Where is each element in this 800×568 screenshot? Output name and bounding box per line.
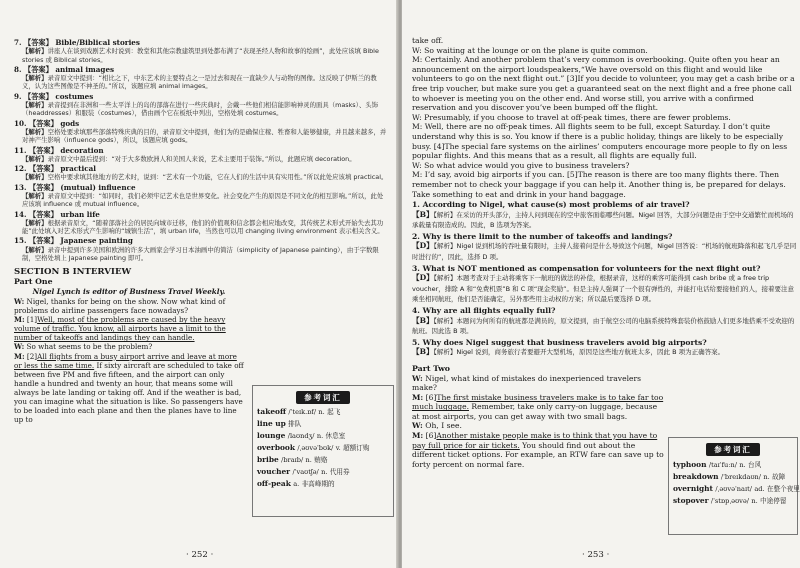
question-text: 5. Why does Nigel suggest that business travelers avoid big airports? [412, 337, 707, 347]
explanation-text: 【解析】Nigel 说到，商务旅行者要避开大型机场，原因是这些地方航班太多，因此 B 项为正确答案。 [433, 348, 725, 357]
vocab-pos: n. [316, 432, 324, 440]
explanation [22, 246, 388, 263]
dialogue-line [412, 431, 664, 469]
vocab-item [257, 406, 393, 418]
answer-text: urban life [60, 209, 100, 219]
speaker-label: M: [412, 55, 423, 65]
answer-line [14, 236, 388, 245]
explanation-tag: 【解析】 [22, 245, 48, 254]
question-text: 2. Why is there limit to the number of takeoffs and landings? [412, 231, 673, 241]
answer-block [412, 273, 798, 305]
dialogue-line [14, 315, 246, 342]
vocab-title: 参考词汇 [706, 443, 760, 456]
vocab-pos: n. [318, 408, 325, 416]
speaker-label: W: [14, 296, 25, 306]
speaker-label: W: [412, 45, 422, 55]
question-number: 15. [14, 236, 27, 246]
explanation-text: 空格中要求填其他地方的艺术时，说到：“艺术有一个功能，它在人们的生活中具有实用性。”所以此处应该填 practical。 [47, 173, 388, 182]
answer-marker: [6] [425, 431, 437, 441]
answer-tag: 【D】 [412, 273, 434, 283]
section-title: SECTION B INTERVIEW [14, 267, 132, 278]
answer-entry [14, 92, 388, 118]
speaker-label: M: [412, 392, 424, 402]
answer-text: gods [60, 118, 80, 128]
dialogue-line [412, 170, 798, 199]
dialogue-line [412, 113, 798, 123]
vocab-meaning: 台风 [748, 461, 762, 469]
explanation-tag: 【解析】 [22, 191, 48, 200]
answer-line [14, 92, 388, 101]
answer-line [14, 210, 388, 219]
vocab-phonetic: /laʊndʒ/ [287, 432, 315, 440]
answer-tag: 【B】 [412, 209, 434, 219]
part-two-dialogue [412, 374, 664, 470]
vocab-word: takeoff [257, 407, 287, 416]
dialogue-line [412, 55, 798, 113]
explanation-text: 【解析】Nigel 说到机场的吞吐量有限时，主持人接着问是什么导致这个问题，Nigel 回答说：“机场的航班降落和起飞几乎是同时进行的”，因此，选择 D 项。 [412, 242, 797, 262]
dialogue-line [412, 36, 798, 46]
question-text: 3. What is NOT mentioned as compensation for volunteers for the next flight out? [412, 263, 761, 273]
dialogue-text: Presumably, if you choose to travel at off-peak times, there are fewer problems. [424, 112, 731, 122]
question-number: 10. [14, 118, 27, 128]
answer-tag: 【答案】 [29, 182, 58, 192]
answer-line [14, 38, 388, 47]
explanation-text: 录音原文中最后提到：“对于大多数欧洲人和美国人来说，艺术主要用于装饰。”所以，此题应填 decoration。 [47, 154, 356, 163]
vocab-item [673, 495, 797, 507]
dialogue-text: take off. [412, 36, 444, 45]
key-sentence: The first mistake business travelers make is to take far too much luggage. [412, 392, 664, 412]
part-title: Part One [14, 277, 53, 287]
dialogue-line [412, 46, 798, 56]
dialogue-line [14, 297, 246, 315]
answer-marker: [1] [26, 315, 38, 325]
explanation-tag: 【解析】 [22, 47, 48, 56]
explanation-text: 【解析】本题考查对于主动将乘客下一航班的做法的补偿，根据录音，这样的乘客可能得到 cash bribe 或 a free trip voucher，排除 A 和“免费机票”B 和 C 项“现金奖励”。但是主持人强调了一个很有弹性的，并能打电话给要接他们的人，接着要注意乘坐相同航班，他们是否能确定，另外那些用主动权的方案；所以最后要选择 D 项。 [412, 274, 795, 304]
vocab-item [257, 466, 393, 478]
left-page-content [14, 38, 388, 424]
dialogue-text: You should find out about the different ticket options. For example, an RTW fare can save up to forty percent on normal fare. [412, 440, 664, 469]
answer-tag: 【答案】 [29, 236, 58, 246]
vocab-box-left [252, 385, 394, 517]
answer-tag: 【答案】 [24, 91, 53, 101]
explanation [22, 192, 388, 209]
speaker-label: M: [14, 351, 25, 361]
answer-line [14, 164, 388, 173]
question-text: 1. According to Nigel, what cause(s) most problems of air travel? [412, 200, 690, 210]
key-sentence: Well, most of the problems are caused by the heavy volume of traffic. You know, all airports have a limit to the number of takeoffs and landings they can handle. [14, 315, 226, 343]
explanation [22, 219, 388, 236]
vocab-pos: n. [305, 456, 312, 464]
vocab-phonetic: /ˈteɪk.ɒf/ [288, 408, 317, 416]
answer-tag: 【答案】 [29, 118, 58, 128]
answer-tag: 【答案】 [24, 64, 53, 74]
speaker-label: W: [412, 421, 423, 431]
vocab-pos: v. [335, 444, 341, 452]
vocab-item [257, 442, 393, 454]
vocab-item [257, 418, 393, 430]
explanation-text: 讲座人在谈到戏剧艺术时说到：教堂和其他宗教建筑里到处都布满了“表现圣经人物和故事的绘画”，此处应该填 Bible stories 或 Biblical stories。 [22, 47, 379, 64]
explanation-text: 录音原文中提到：“相比之下，中东艺术的主要特点之一是过去和现在一直缺少人与动物的图像。这反映了伊斯兰的教义，认为这些图像是不神圣的。”所以，该题应填 animal images。 [22, 74, 377, 91]
vocab-meaning: 中途停留 [760, 497, 787, 505]
vocab-meaning: 非高峰期的 [301, 480, 335, 488]
vocab-word: overnight [673, 484, 713, 493]
key-sentence: Another mistake people make is to think that you have to pay full price for air tickets. [412, 431, 658, 450]
right-page-content [412, 36, 798, 469]
dialogue-line [14, 352, 246, 425]
vocab-pos: ad. [754, 485, 765, 493]
dialogue-text: So what seems to be the problem? [26, 342, 153, 352]
key-sentence: All flights from a busy airport arrive and leave at more or less the same time. [14, 351, 237, 370]
vocab-pos: n. [763, 473, 770, 481]
answer-line [14, 183, 388, 192]
answer-tag: 【B】 [412, 315, 434, 325]
explanation [22, 155, 388, 163]
explanation-text: 录音中提到许多美国和欧洲的许多大画家会学习日本油画中的简洁（simplicity of Japanese painting），由于字数限制，空格处填上 Japanese painting 即可。 [22, 245, 379, 262]
vocab-meaning: 排队 [288, 420, 302, 428]
speaker-label: M: [14, 315, 25, 325]
speaker-label: M: [412, 431, 424, 441]
answer-text: Bible/Biblical stories [55, 38, 140, 47]
explanation-tag: 【解析】 [22, 74, 48, 82]
dialogue-text: If sixty aircraft are scheduled to take off between five PM and five fifteen, and the airport can only handle a hundred and twenty an hour, that means some will always be late landing or taking off. And if the weather is bad, you can imagine what the situation is like. So passengers have to be loaded into each plane and then the planes have to line up to [14, 360, 244, 425]
explanation-text: 录音提到在非洲和一些太平洋上的岛的部落在进行一些庆典时，会戴一些他们相信能影响神灵的面具（masks）、头饰（headdresses）和服装（costumes），借由画个它在板纸中列出，空格处填 costumes。 [22, 100, 379, 118]
answer-entry [14, 38, 388, 64]
question-answers [412, 200, 798, 358]
vocab-phonetic: /ˈstɒpˌəʊvə/ [710, 497, 750, 505]
vocab-title: 参考词汇 [296, 391, 350, 404]
vocab-meaning: 超额订购 [343, 444, 370, 452]
dialogue-line [412, 421, 664, 431]
answer-tag: 【答案】 [29, 209, 58, 219]
dialogue-line [412, 161, 798, 171]
vocab-meaning: 起飞 [327, 408, 341, 416]
answer-marker: [6] [425, 392, 437, 402]
dialogue-text: Nigel, what kind of mistakes do inexperienced travelers make? [412, 373, 642, 393]
speaker-label: M: [412, 122, 423, 132]
right-page [402, 0, 800, 568]
explanation-text: 根据录音原文，“随着部落社会的居民向城市迁移，他们的价值观和信念都会相应地改变，其传统艺术形式开始失去其功能”此处填入对艺术形式产生影响的“城镇生活”，填 urban life，当然也可以用 changing living environment 表示相关含义。 [22, 218, 384, 236]
answer-line [14, 65, 388, 74]
vocab-meaning: 故障 [772, 473, 786, 481]
speaker-label: M: [412, 170, 423, 180]
answer-entry [14, 119, 388, 145]
vocab-item [673, 471, 797, 483]
answer-line [14, 119, 388, 128]
dialogue-text: So what advice would you give to business travelers? [424, 160, 630, 170]
vocab-meaning: 代用券 [329, 468, 350, 476]
explanation-text: 【解析】本题问为何所有的航班都是满员的，原文提到，由于航空公司的电脑系统特殊套装价格鼓励人们更多地搭乘不受欢迎的航班。因此选 B 项。 [412, 316, 795, 336]
explanation [22, 74, 388, 91]
dialogue-text: Oh, I see. [425, 421, 462, 431]
dialogue-line [412, 393, 664, 422]
answer-entry [14, 65, 388, 91]
answer-text: practical [60, 164, 96, 174]
explanation-tag: 【解析】 [22, 218, 48, 227]
vocab-meaning: 贿赂 [314, 456, 328, 464]
vocab-pos: a. [293, 480, 300, 488]
dialogue-text: Certainly. And another problem that’s very common is overbooking. Quite often you hear an announcement on the airport loudspeakers,“We have oversold on this flight and would like volunteers to go on the next flight out.” [3]If you decide to volunteer, you may get a cash bribe or a free trip voucher, but make sure you get a guaranteed seat on the next flight and a free phone call to whoever is meeting you on the other end. And worse still, you arrive with a confirmed reservation and you discover you’ve been bumped off the flight. [412, 55, 795, 113]
question-number: 12. [14, 164, 27, 174]
answer-text: (mutual) influence [60, 182, 136, 192]
question-number: 8. [14, 64, 22, 74]
interview-dialogue [14, 297, 246, 424]
explanation-text: 空格处要求填那些部落特殊庆典的目的，录音原文中提到，他们为的是确保庄稼、牲畜和人能够健康，并且越来越多，并对神产生影响（influence gods），所以，该题应填 gods。 [22, 127, 387, 145]
explanation-text: 【解析】在采访的开头部分，主持人问到现在的空中旅客面临哪些问题。Nigel 回答，大部分问题是由于空中交通繁忙而机场的承载量有限造成的。因此，B 选项为答案。 [412, 210, 794, 230]
answer-entry [14, 164, 388, 182]
answer-text: Japanese painting [60, 236, 133, 246]
answer-explanations [14, 38, 388, 262]
vocab-phonetic: /taɪˈfuːn/ [708, 461, 737, 469]
vocab-pos: n. [751, 497, 758, 505]
explanation-tag: 【解析】 [22, 127, 48, 136]
explanation [22, 47, 388, 64]
vocab-item [257, 478, 393, 490]
page-number: · 253 · [582, 550, 610, 560]
question-text: 4. Why are all flights equally full? [412, 306, 556, 316]
speaker-label: W: [412, 373, 423, 383]
speaker-label: W: [412, 160, 422, 170]
dialogue-line [14, 342, 246, 351]
answer-text: decoration [60, 145, 104, 155]
answer-entry [14, 210, 388, 236]
vocab-list [253, 404, 393, 490]
dialogue-text: Remember, take only carry-on luggage, because at most airports, you can get away with two small bags. [412, 402, 658, 421]
vocab-word: line up [257, 419, 286, 428]
dialogue-line [412, 122, 798, 160]
question-number: 14. [14, 209, 27, 219]
page-number: · 252 · [186, 550, 214, 560]
explanation [22, 128, 388, 145]
vocab-item [673, 459, 797, 471]
question-number: 11. [14, 145, 27, 155]
question-number: 7. [14, 38, 22, 47]
vocab-word: off-peak [257, 479, 291, 488]
speaker-label: W: [412, 112, 422, 122]
answer-text: costumes [55, 91, 94, 101]
explanation [22, 173, 388, 181]
vocab-item [257, 454, 393, 466]
answer-tag: 【答案】 [24, 38, 53, 47]
vocab-list [669, 456, 800, 507]
explanation-tag: 【解析】 [22, 100, 48, 109]
vocab-word: breakdown [673, 472, 719, 481]
vocab-word: lounge [257, 431, 286, 440]
answer-tag: 【B】 [412, 347, 434, 357]
answer-block [412, 241, 798, 262]
answer-entry [14, 146, 388, 164]
dialogue-text: Nigel, thanks for being on the show. Now what kind of problems do airline passengers face nowadays? [14, 296, 226, 316]
vocab-item [673, 483, 800, 495]
interview-dialogue-continued [412, 36, 798, 199]
answer-tag: 【D】 [412, 241, 434, 251]
dialogue-text: I’d say, avoid big airports if you can. [5]The reason is there are too many flights there. Then remember not to check your baggage if you can help it. Another thing is, be prepared for delays. Take something to eat and drink in your hand baggage. [412, 170, 786, 199]
vocab-phonetic: /braɪb/ [281, 456, 304, 464]
vocab-pos: n. [739, 461, 746, 469]
question-number: 13. [14, 182, 27, 192]
answer-block [412, 347, 798, 358]
vocab-phonetic: /ˌəʊvəˈnaɪt/ [715, 485, 752, 493]
vocab-word: stopover [673, 496, 709, 505]
vocab-meaning: 在整个夜里 [766, 485, 800, 493]
explanation-tag: 【解析】 [22, 154, 48, 163]
answer-marker: [2] [26, 351, 38, 361]
dialogue-text: So waiting at the lounge or on the plane is quite common. [424, 45, 648, 55]
vocab-word: typhoon [673, 460, 707, 469]
dialogue-text: Well, there are no off-peak times. All flights seem to be full, except Saturday. I don’t quite understand why this is so. You know if there is a public holiday, things are likely to be especially busy. [4]The special fare systems on the airlines’ computers encourage more people to fly on less popular flights. And this means that as a result, all flights are equally full. [412, 122, 788, 161]
answer-tag: 【答案】 [29, 164, 58, 174]
vocab-word: overbook [257, 443, 295, 452]
vocab-pos: n. [321, 468, 328, 476]
answer-text: animal images [55, 64, 115, 74]
answer-tag: 【答案】 [29, 145, 58, 155]
vocab-item [257, 430, 393, 442]
explanation [22, 101, 388, 118]
left-page [0, 0, 398, 568]
vocab-word: voucher [257, 467, 291, 476]
vocab-phonetic: /ˈbreɪkdaʊn/ [720, 473, 761, 481]
vocab-box-right [668, 437, 798, 535]
interview-intro: Nigel Lynch is editor of Business Travel Weekly. [32, 286, 226, 296]
vocab-meaning: 休息室 [325, 432, 346, 440]
dialogue-line [412, 374, 664, 393]
answer-line [14, 146, 388, 155]
vocab-phonetic: /ˌəʊvəˈbʊk/ [297, 444, 334, 452]
part-two-title: Part Two [412, 364, 450, 373]
vocab-phonetic: /ˈvaʊtʃə/ [292, 468, 319, 476]
vocab-word: bribe [257, 455, 279, 464]
explanation-text: 录音原文中提到：“如同时，我们必须牢记艺术也是世界变化。社会变化产生的原因是不同文化的相互影响。”所以，此处应该填 influence 或 mutual influence。 [22, 191, 384, 209]
answer-block [412, 316, 798, 337]
explanation-tag: 【解析】 [22, 173, 48, 182]
answer-block [412, 210, 798, 231]
speaker-label: W: [14, 342, 25, 352]
answer-entry [14, 183, 388, 209]
question-number: 9. [14, 91, 22, 101]
answer-entry [14, 236, 388, 262]
